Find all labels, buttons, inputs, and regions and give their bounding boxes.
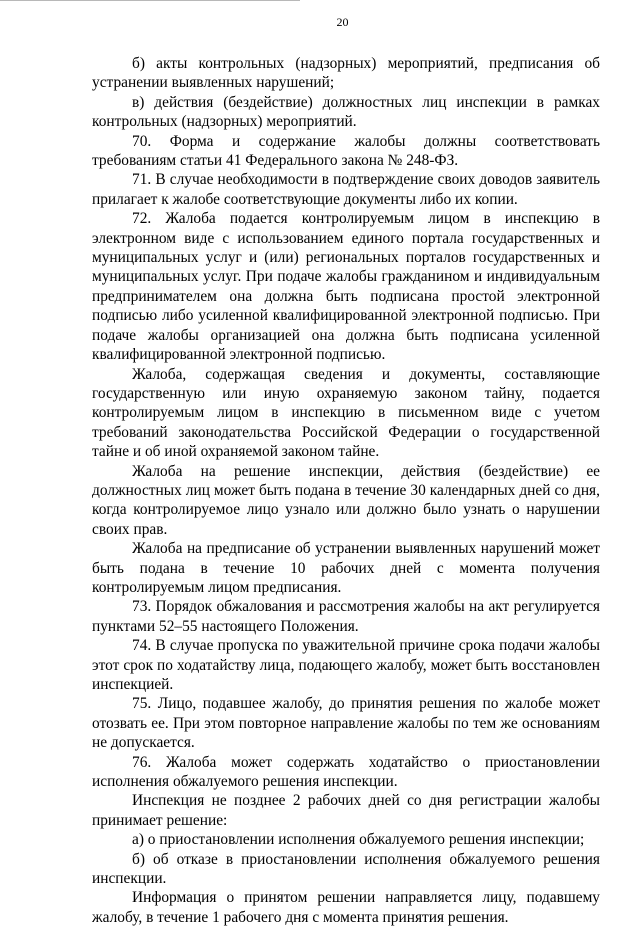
- paragraph-v-actions: в) действия (бездействие) должностных лиц инспекции в рамках контрольных (надзорных) мероприятий.: [92, 93, 600, 131]
- document-body: [92, 54, 600, 927]
- scan-edge-line: [0, 0, 300, 1]
- paragraph-complaint-deadline: Жалоба на решение инспекции, действия (бездействие) ее должностных лиц может быть подана в течение 30 календарных дней со дня, когда контролируемое лицо узнало или должно было узнать о нарушении своих прав.: [92, 462, 600, 538]
- paragraph-inspection-decision: Инспекция не позднее 2 рабочих дней со дня регистрации жалобы принимает решение:: [92, 792, 600, 829]
- paragraph-prescription-complaint: Жалоба на предписание об устранении выявленных нарушений может быть подана в течение 10 рабочих дней с момента получения контролируемым лицом предписания.: [92, 540, 600, 596]
- paragraph-71: 71. В случае необходимости в подтверждение своих доводов заявитель прилагает к жалобе соответствующие документы либо их копии.: [92, 171, 600, 208]
- paragraph-73: 73. Порядок обжалования и рассмотрения жалобы на акт регулируется пунктами 52–55 настоящего Положения.: [92, 598, 600, 635]
- paragraph-72: 72. Жалоба подается контролируемым лицом в инспекцию в электронном виде с использованием единого портала государственных и муниципальных услуг и (или) региональных порталов государственных и муниципальных услуг. При подаче жалобы гражданином и индивидуальным предпринимателем она должна быть подписана простой электронной подписью либо усиленной квалифицированной электронной подписью. При подаче жалобы организацией она должна быть подписана усиленной квалифицированной электронной подписью.: [92, 210, 600, 364]
- paragraph-a-suspension: а) о приостановлении исполнения обжалуемого решения инспекции;: [132, 831, 585, 849]
- paragraph-70: 70. Форма и содержание жалобы должны соответствовать требованиям статьи 41 Федерального закона № 248-ФЗ.: [92, 132, 600, 170]
- paragraph-74: 74. В случае пропуска по уважительной причине срока подачи жалобы этот срок по ходатайству лица, подающего жалобу, может быть восстановлен инспекцией.: [92, 637, 600, 693]
- paragraph-b-refusal: б) об отказе в приостановлении исполнения обжалуемого решения инспекции.: [92, 850, 600, 888]
- paragraph-secret-complaint: Жалоба, содержащая сведения и документы, составляющие государственную или иную охраняемую законом тайну, подается контролируемым лицом в инспекцию в письменном виде с учетом требований законодательства Российской Федерации о государственной тайне и об иной охраняемой законом тайне.: [92, 365, 600, 461]
- paragraph-75: 75. Лицо, подавшее жалобу, до принятия решения по жалобе может отозвать ее. При этом повторное направление жалобы по тем же основаниям не допускается.: [92, 695, 600, 752]
- page-number: 20: [336, 15, 349, 29]
- paragraph-decision-information: Информация о принятом решении направляется лицу, подавшему жалобу, в течение 1 рабочего дня с момента принятия решения.: [92, 889, 600, 926]
- paragraph-b-acts: б) акты контрольных (надзорных) мероприятий, предписания об устранении выявленных нарушений;: [92, 55, 600, 92]
- paragraph-76: 76. Жалоба может содержать ходатайство о приостановлении исполнения обжалуемого решения инспекции.: [92, 753, 600, 791]
